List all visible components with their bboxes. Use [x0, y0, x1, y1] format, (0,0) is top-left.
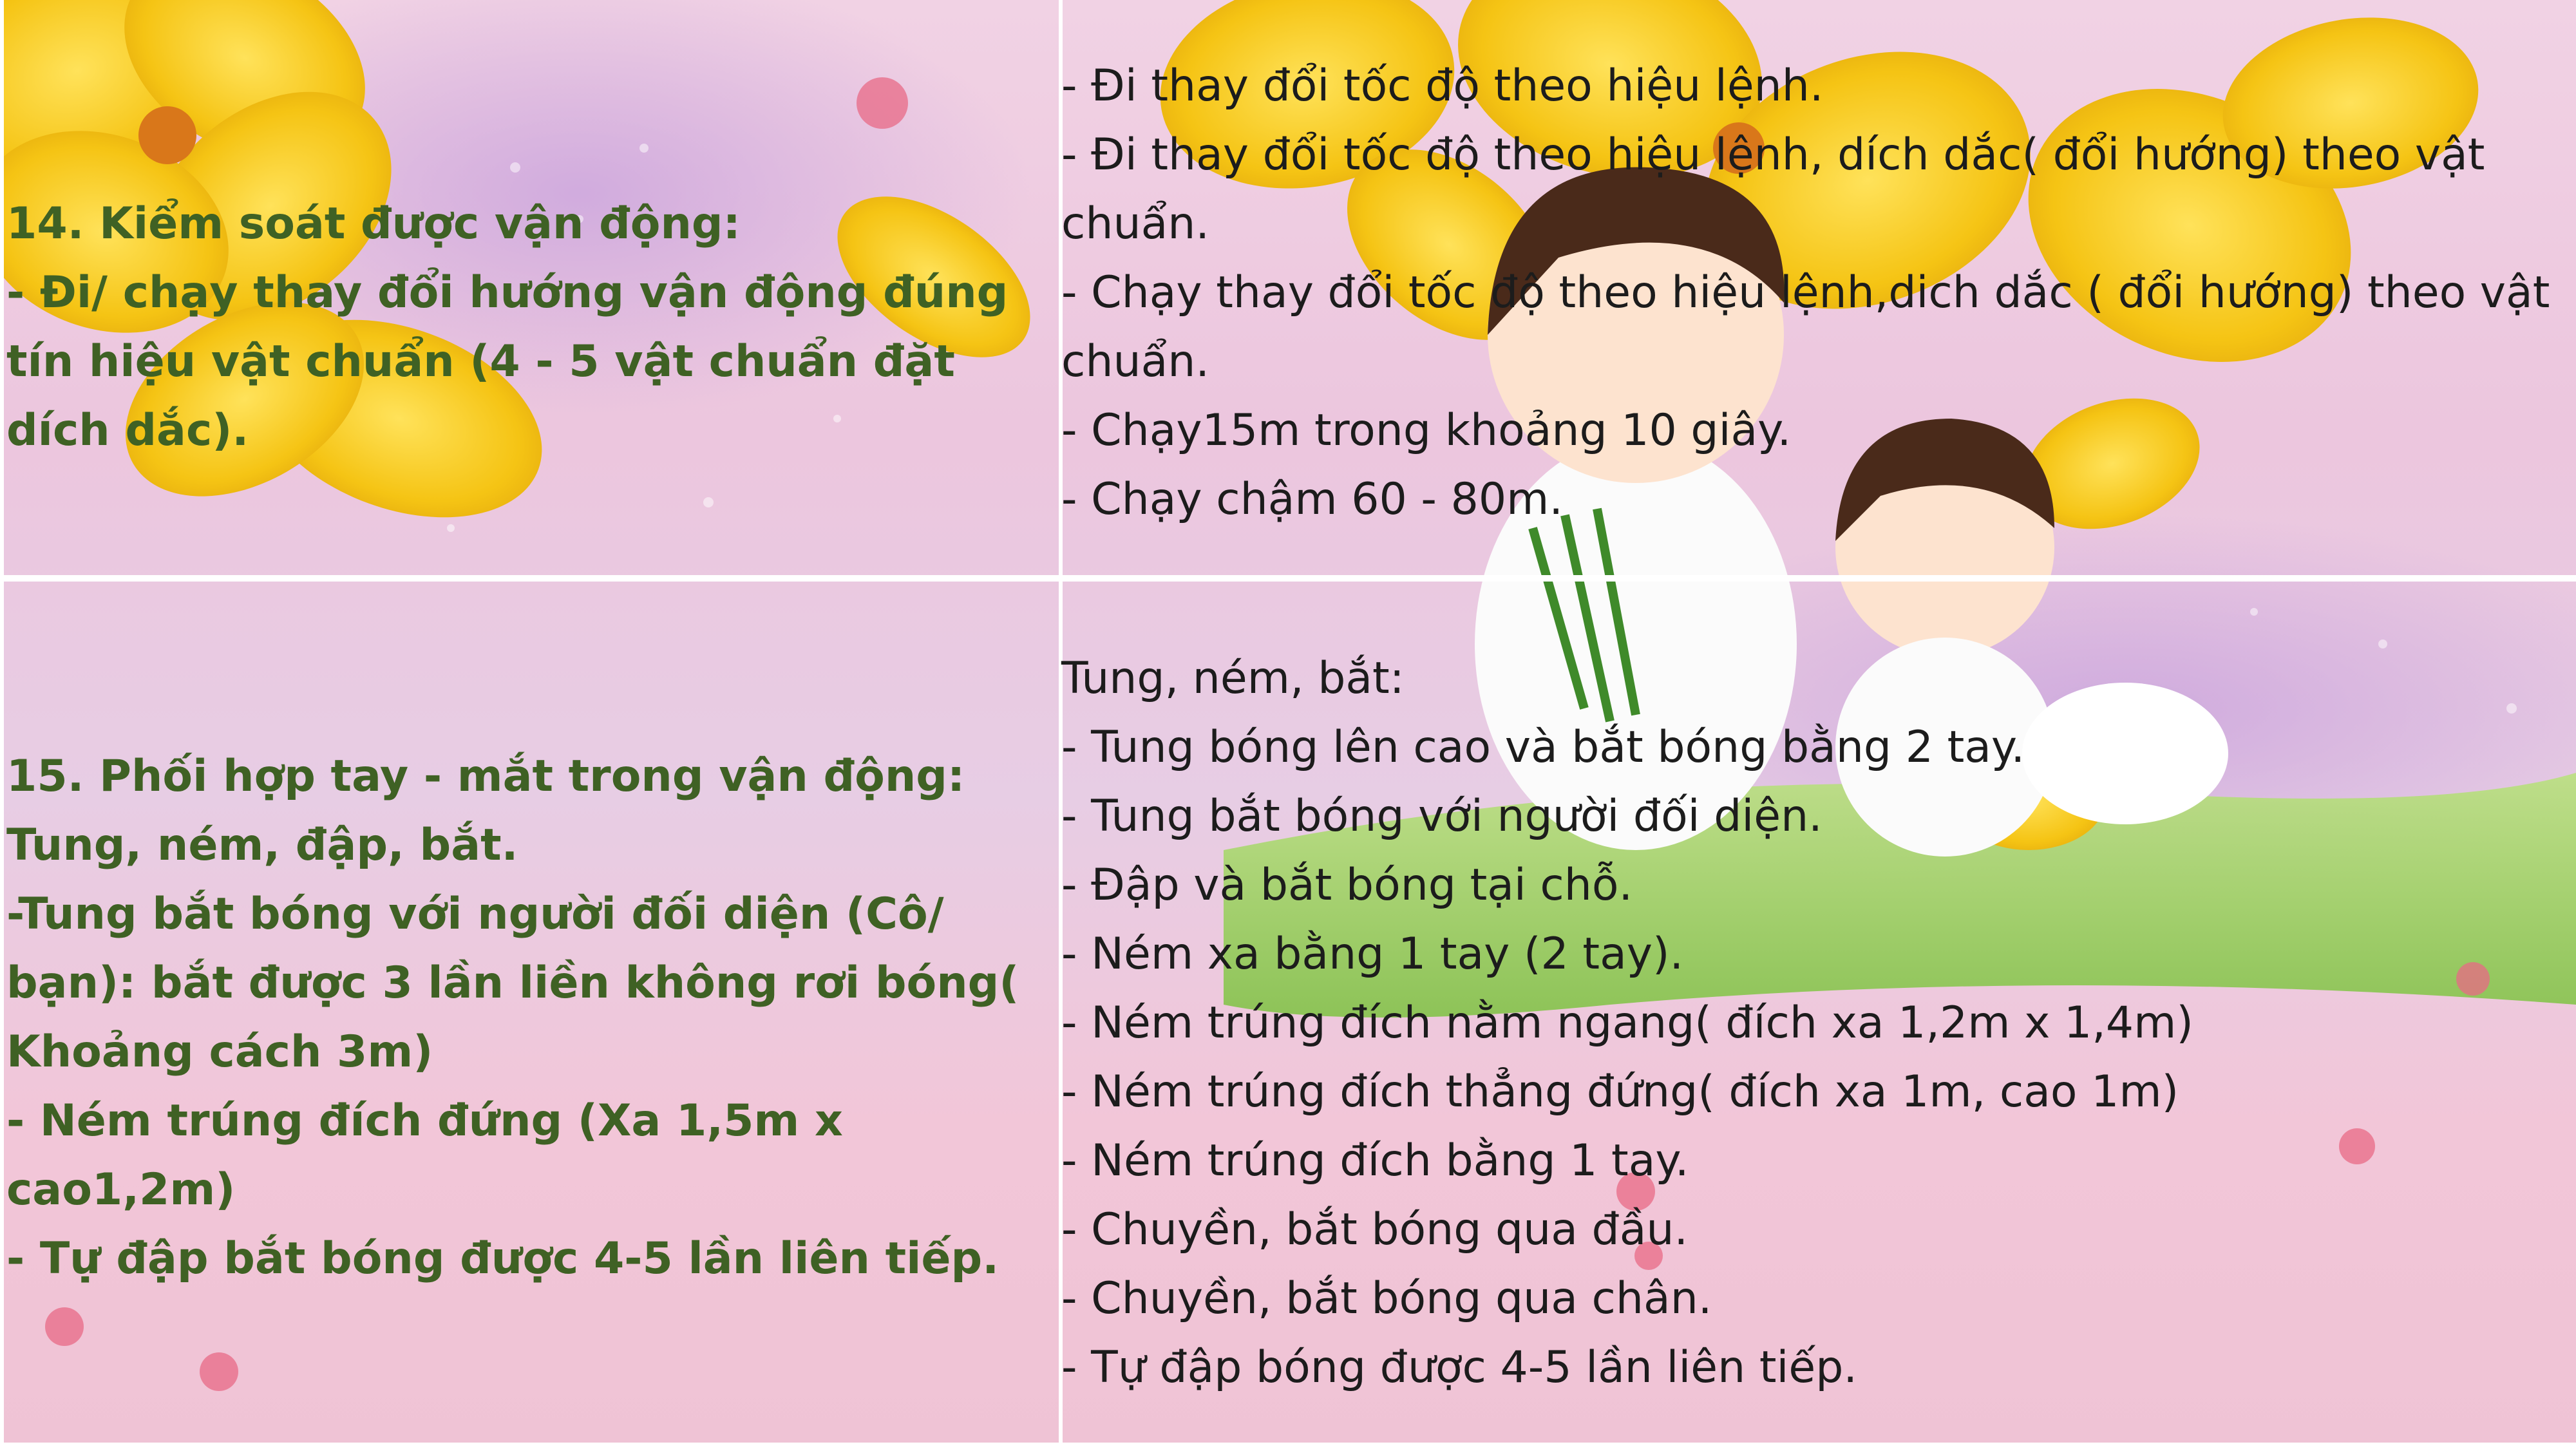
criterion-15-cell: [6, 742, 1056, 1293]
activities-15-heading: Tung, ném, bắt:: [1061, 653, 1405, 704]
activity-15-line: - Chuyền, bắt bóng qua đầu.: [1061, 1204, 1689, 1255]
activity-15-line: - Tung bắt bóng với người đối diện.: [1061, 791, 1823, 842]
criterion-15-line: - Ném trúng đích đứng (Xa 1,5m x cao1,2m): [6, 1095, 843, 1215]
activity-15-line: - Chuyền, bắt bóng qua chân.: [1061, 1273, 1712, 1324]
criterion-15-title: 15. Phối hợp tay - mắt trong vận động: Tung, ném, đập, bắt.: [6, 751, 965, 871]
activity-14-line: - Đi thay đổi tốc độ theo hiệu lệnh, dích dắc( đổi hướng) theo vật chuẩn.: [1061, 129, 2485, 249]
activity-14-line: - Chạy chậm 60 - 80m.: [1061, 474, 1563, 525]
criterion-15-line: - Tự đập bắt bóng được 4-5 lần liên tiếp.: [6, 1233, 999, 1284]
table-left-border: [0, 0, 4, 1449]
activities-15-cell: [1061, 644, 2562, 1402]
activity-15-line: - Tung bóng lên cao và bắt bóng bằng 2 tay.: [1061, 722, 2025, 773]
activity-14-line: - Đi thay đổi tốc độ theo hiệu lệnh.: [1061, 61, 1824, 111]
activity-15-line: - Ném xa bằng 1 tay (2 tay).: [1061, 929, 1684, 980]
criterion-14-cell: [6, 189, 1056, 465]
table-bottom-border: [0, 1443, 2576, 1449]
table-row-divider: [0, 575, 2576, 582]
activity-15-line: - Ném trúng đích thẳng đứng( đích xa 1m, cao 1m): [1061, 1066, 2179, 1117]
criterion-15-line: -Tung bắt bóng với người đối diện (Cô/ bạn): bắt được 3 lần liền không rơi bóng( Khoảng cách 3m): [6, 889, 1019, 1077]
criterion-14-title: 14. Kiểm soát được vận động:: [6, 198, 741, 249]
activity-15-line: - Tự đập bóng được 4-5 lần liên tiếp.: [1061, 1342, 1857, 1393]
criterion-14-line: - Đi/ chạy thay đổi hướng vận động đúng tín hiệu vật chuẩn (4 - 5 vật chuẩn đặt dích dắc).: [6, 267, 1009, 456]
activity-14-line: - Chạy15m trong khoảng 10 giây.: [1061, 405, 1792, 456]
activity-14-line: - Chạy thay đổi tốc độ theo hiệu lệnh,dich dắc ( đổi hướng) theo vật chuẩn.: [1061, 267, 2550, 387]
activities-14-cell: [1061, 52, 2562, 534]
activity-15-line: - Ném trúng đích bằng 1 tay.: [1061, 1135, 1689, 1186]
activity-15-line: - Đập và bắt bóng tại chỗ.: [1061, 860, 1633, 911]
activity-15-line: - Ném trúng đích nằm ngang( đích xa 1,2m x 1,4m): [1061, 998, 2193, 1048]
